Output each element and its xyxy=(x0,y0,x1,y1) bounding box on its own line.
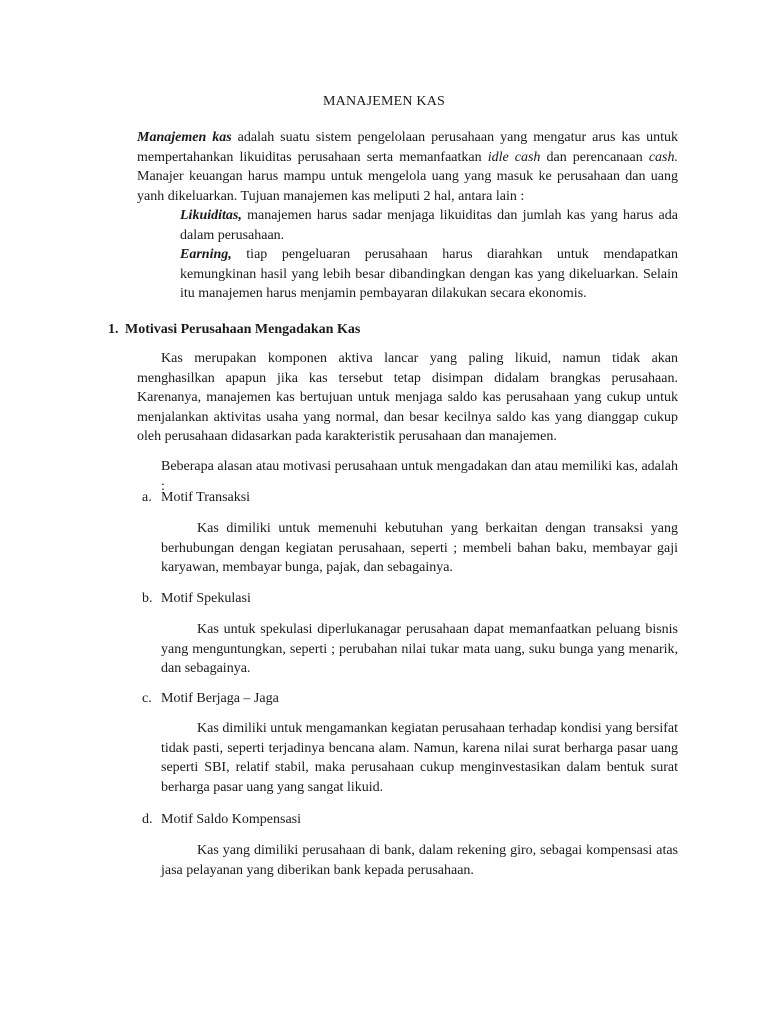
motive-heading-d xyxy=(142,810,301,830)
goal-item-earning xyxy=(180,245,678,304)
motive-label: b. xyxy=(142,591,153,606)
intro-text-2: dan perencanaan xyxy=(540,149,649,165)
goal-item-likuiditas xyxy=(180,206,678,245)
intro-idle-cash: idle cash xyxy=(487,149,541,165)
intro-text-1: adalah suatu sistem pengelolaan perusahaan yang mengatur arus kas untuk mempertahankan likuiditas perusahaan serta memanfaatkan xyxy=(137,130,678,165)
goal-term-likuiditas: Likuiditas, xyxy=(180,208,242,223)
motive-label: d. xyxy=(142,812,153,827)
motive-title: Motif Berjaga – Jaga xyxy=(161,691,279,706)
intro-paragraph xyxy=(137,128,678,206)
motive-text-a: Kas dimiliki untuk memenuhi kebutuhan yang berkaitan dengan transaksi yang berhubungan dengan kegiatan perusahaan, seperti ; membeli bahan baku, membayar gaji karyawan, membayar bunga, pajak, dan sebagainya. xyxy=(161,521,678,576)
motive-title: Motif Spekulasi xyxy=(161,591,251,606)
motive-text-d: Kas yang dimiliki perusahaan di bank, dalam rekening giro, sebagai kompensasi atas jasa pelayanan yang diberikan bank kepada perusahaan. xyxy=(161,843,678,878)
goal-text-likuiditas: manajemen harus sadar menjaga likuiditas dan jumlah kas yang harus ada dalam perusahaan. xyxy=(180,208,678,243)
motive-title: Motif Saldo Kompensasi xyxy=(161,812,301,827)
section-number: 1. xyxy=(108,322,119,337)
section-paragraph-1-text: Kas merupakan komponen aktiva lancar yang paling likuid, namun tidak akan menghasilkan apapun jika kas tersebut tetap disimpan didalam brangkas perusahaan. Karenanya, manajemen kas bertujuan untuk menjaga saldo kas perusahaan yang cukup untuk menjalankan aktivitas usaha yang normal, dan besar kecilnya saldo kas yang dianggap cukup oleh perusahaan didasarkan pada karakteristik perusahaan dan manajemen. xyxy=(137,351,678,445)
motive-heading-a xyxy=(142,488,250,508)
section-heading xyxy=(108,320,360,340)
motive-title: Motif Transaksi xyxy=(161,490,251,505)
intro-text-3: Manajer keuangan harus mampu untuk mengelola uang yang masuk ke perusahaan dan uang yanh dikeluarkan. Tujuan manajemen kas meliputi 2 hal, antara lain : xyxy=(137,169,678,204)
intro-term: Manajemen kas xyxy=(137,130,232,145)
section-paragraph-1 xyxy=(137,349,678,447)
motive-heading-c xyxy=(142,689,279,709)
section-title: Motivasi Perusahaan Mengadakan Kas xyxy=(125,322,361,337)
intro-cash: cash. xyxy=(648,149,678,165)
motive-label: a. xyxy=(142,490,152,505)
motive-text-b: Kas untuk spekulasi diperlukanagar perusahaan dapat memanfaatkan peluang bisnis yang menguntungkan, seperti ; perubahan nilai tukar mata uang, suku bunga yang menarik, dan sebagainya. xyxy=(161,622,678,677)
motive-text-c: Kas dimiliki untuk mengamankan kegiatan perusahaan terhadap kondisi yang bersifat tidak pasti, seperti terjadinya bencana alam. Namun, karena nilai surat berharga pasar uang seperti SBI, relatif stabil, maka perusahaan cukup menginvestasikan dalam bentuk surat berharga pasar uang yang sangat likuid. xyxy=(161,721,678,795)
document-title: MANAJEMEN KAS xyxy=(323,94,445,109)
motive-label: c. xyxy=(142,691,152,706)
motive-heading-b xyxy=(142,589,251,609)
section-paragraph-2: Beberapa alasan atau motivasi perusahaan untuk mengadakan dan atau memiliki kas, adalah : xyxy=(161,459,678,494)
goal-text-earning: tiap pengeluaran perusahaan harus diarahkan untuk mendapatkan kemungkinan hasil yang lebih besar dibandingkan dengan kas yang dikeluarkan. Selain itu manajemen harus menjamin pembayaran dilakukan secara ekonomis. xyxy=(180,247,678,302)
goal-term-earning: Earning, xyxy=(180,247,232,262)
